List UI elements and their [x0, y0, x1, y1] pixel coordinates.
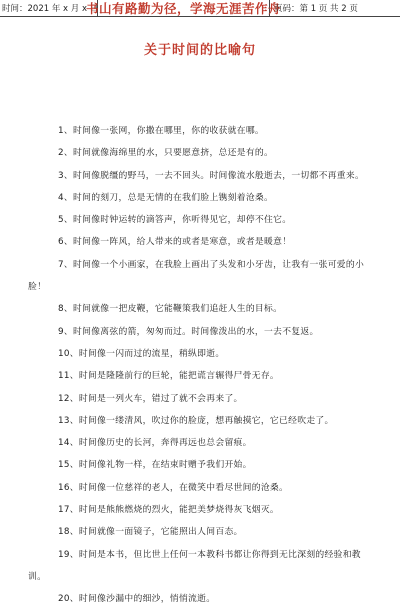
list-item: 17、时间是熊熊燃烧的烈火，能把美梦烧得灰飞烟灭。: [58, 505, 280, 516]
list-item: 15、时间像礼物一样，在结束时赠予我们开始。: [58, 460, 252, 471]
list-item: 10、时间像一闪而过的流星，稍纵即逝。: [58, 348, 225, 359]
list-item: 4、时间的刻刀，总是无情的在我们脸上镌刻着沧桑。: [58, 192, 274, 203]
header-motto: 书山有路勤为径，学海无涯苦作舟: [86, 1, 282, 16]
list-item: 19、时间是本书，但比世上任何一本教科书都让你得到无比深刻的经验和教训。: [28, 549, 361, 582]
list-item: 2、时间就像海绵里的水，只要愿意挤，总还是有的。: [58, 148, 274, 159]
list-item: 16、时间像一位慈祥的老人，在微笑中看尽世间的沧桑。: [58, 482, 289, 493]
list-item: 9、时间像离弦的箭，匆匆而过。时间像泼出的水，一去不复返。: [58, 326, 319, 337]
list-item: 18、时间就像一面镜子，它能照出人间百态。: [58, 527, 243, 538]
list-item: 6、时间像一阵风，给人带来的或者是寒意，或者是暖意！: [58, 237, 292, 248]
document-body: [28, 120, 378, 611]
header-page-number: 页码：第 1 页 共 2 页: [274, 4, 358, 14]
list-item: 12、时间是一列火车，错过了就不会再来了。: [58, 393, 243, 404]
list-item: 7、时间像一个小画家，在我脸上画出了头发和小牙齿，让我有一张可爱的小脸！: [28, 259, 365, 293]
list-item: 1、时间像一张网，你撒在哪里，你的收获就在哪。: [58, 126, 265, 136]
list-item: 11、时间是隆隆前行的巨轮，能把谎言辗得尸骨无存。: [58, 371, 280, 382]
list-item: 8、时间就像一把皮鞭，它能鞭策我们追赶人生的目标。: [58, 304, 283, 315]
list-item: 13、时间像一缕清风，吹过你的脸庞，想再触摸它，它已经吹走了。: [58, 415, 334, 426]
list-item: 5、时间像时钟运转的滴答声，你听得见它，却停不住它。: [58, 215, 292, 226]
list-item: 14、时间像历史的长河，奔得再远也总会留痕。: [58, 438, 252, 449]
page-header: [0, 0, 400, 17]
document-title: 关于时间的比喻句: [143, 43, 256, 58]
header-motto-cell: [86, 0, 282, 16]
list-item: 3、时间像脱缰的野马，一去不回头。时间像流水般逝去，一切都不再重来。: [58, 170, 365, 181]
header-date: 时间：2021 年 x 月 x 日: [0, 0, 98, 16]
list-item: 20、时间像沙漏中的细沙，悄悄流逝。: [58, 594, 216, 605]
